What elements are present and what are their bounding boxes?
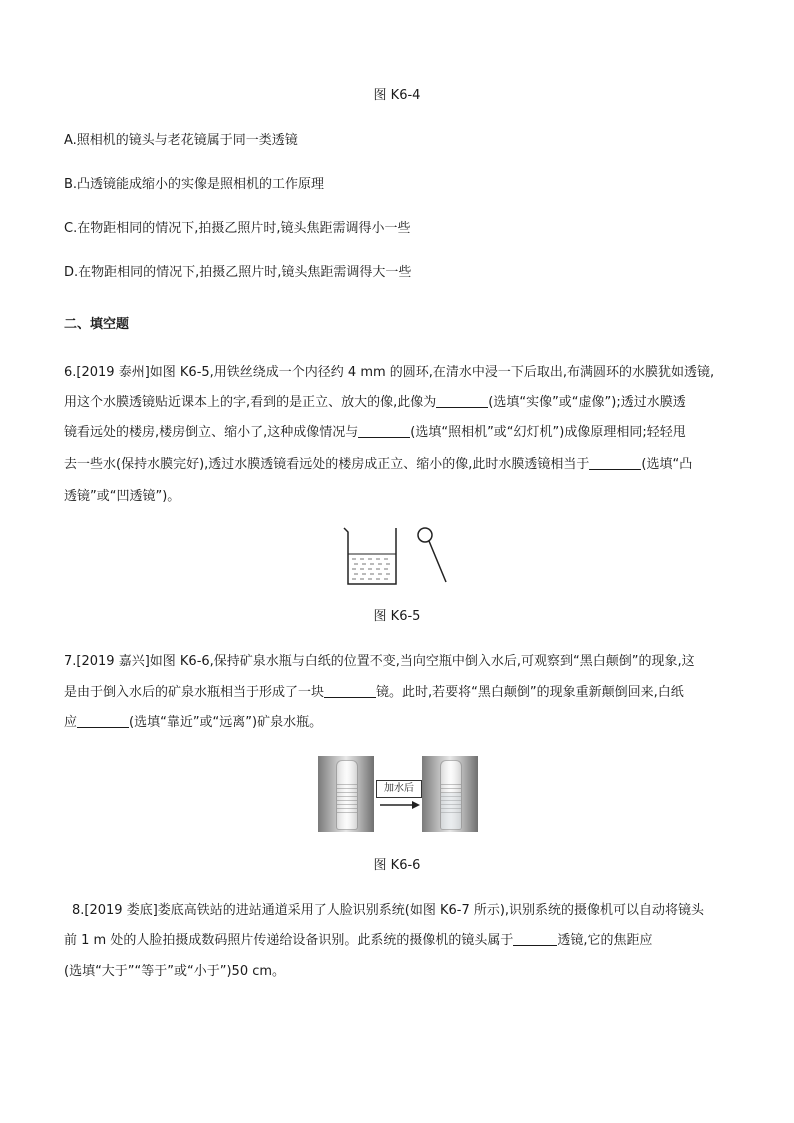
arrow-label-box: 加水后 (376, 780, 422, 798)
wire-ring-icon (418, 528, 446, 582)
q7-line3-text-a: 应 (64, 715, 78, 730)
q6-line3 (64, 423, 736, 443)
photo-bottle-with-water (422, 756, 478, 832)
answer-blank-4[interactable] (324, 683, 376, 698)
beaker-icon (344, 528, 396, 584)
option-c: C.在物距相同的情况下,拍摄乙照片时,镜头焦距需调得小一些 (64, 221, 411, 236)
q6-line2-text-a: 用这个水膜透镜贴近课本上的字,看到的是正立、放大的像,此像为 (64, 395, 437, 410)
q6-line3-text-b: (选填“照相机”或“幻灯机”)成像原理相同;轻轻甩 (410, 425, 686, 440)
caption-fig-k6-4: 图 K6-4 (373, 88, 421, 103)
q6-line4-text-b: (选填“凸 (641, 457, 693, 472)
q6-line2-text-b: (选填“实像”或“虚像”);透过水膜透 (488, 395, 686, 410)
q7-line2-text-a: 是由于倒入水后的矿泉水瓶相当于形成了一块 (64, 685, 325, 700)
caption-fig-k6-6: 图 K6-6 (373, 858, 421, 873)
q6-line4-text-a: 去一些水(保持水膜完好),透过水膜透镜看远处的楼房成正立、缩小的像,此时水膜透镜相当于 (64, 457, 590, 472)
figure-k6-6 (318, 756, 478, 836)
q7-line2 (64, 683, 736, 703)
q8-line2-text-b: 透镜,它的焦距应 (557, 933, 653, 948)
answer-blank-5[interactable] (77, 713, 129, 728)
q6-line2 (64, 393, 736, 413)
figure-k6-5 (340, 524, 456, 588)
q7-line2-text-b: 镜。此时,若要将“黑白颠倒”的现象重新颠倒回来,白纸 (376, 685, 684, 700)
section-title: 二、填空题 (64, 317, 130, 332)
photo-empty-bottle (318, 756, 374, 832)
answer-blank-2[interactable] (358, 423, 410, 438)
q7-line3-text-b: (选填“靠近”或“远离”)矿泉水瓶。 (129, 715, 323, 730)
q7-line3 (64, 713, 736, 733)
q8-line2 (64, 931, 736, 951)
caption-fig-k6-5: 图 K6-5 (373, 609, 421, 624)
q6-line4 (64, 455, 736, 475)
answer-blank-6[interactable] (513, 931, 557, 946)
q6-line3-text-a: 镜看远处的楼房,楼房倒立、缩小了,这种成像情况与 (64, 425, 359, 440)
option-d: D.在物距相同的情况下,拍摄乙照片时,镜头焦距需调得大一些 (64, 265, 412, 280)
right-arrow-icon (378, 800, 422, 810)
q6-line5: 透镜”或“凹透镜”)。 (64, 489, 181, 504)
q8-line1: 8.[2019 娄底]娄底高铁站的进站通道采用了人脸识别系统(如图 K6-7 所示),识别系统的摄像机可以自动将镜头 (72, 903, 705, 918)
q8-line3: (选填“大于”“等于”或“小于”)50 cm。 (64, 964, 286, 979)
q6-line1: 6.[2019 泰州]如图 K6-5,用铁丝绕成一个内径约 4 mm 的圆环,在清水中浸一下后取出,布满圆环的水膜犹如透镜, (64, 365, 715, 380)
answer-blank-3[interactable] (589, 455, 641, 470)
q8-line2-text-a: 前 1 m 处的人脸拍摄成数码照片传递给设备识别。此系统的摄像机的镜头属于 (64, 933, 514, 948)
option-b: B.凸透镜能成缩小的实像是照相机的工作原理 (64, 177, 325, 192)
option-a: A.照相机的镜头与老花镜属于同一类透镜 (64, 133, 298, 148)
answer-blank-1[interactable] (436, 393, 488, 408)
q7-line1: 7.[2019 嘉兴]如图 K6-6,保持矿泉水瓶与白纸的位置不变,当向空瓶中倒入水后,可观察到“黑白颠倒”的现象,这 (64, 654, 695, 669)
